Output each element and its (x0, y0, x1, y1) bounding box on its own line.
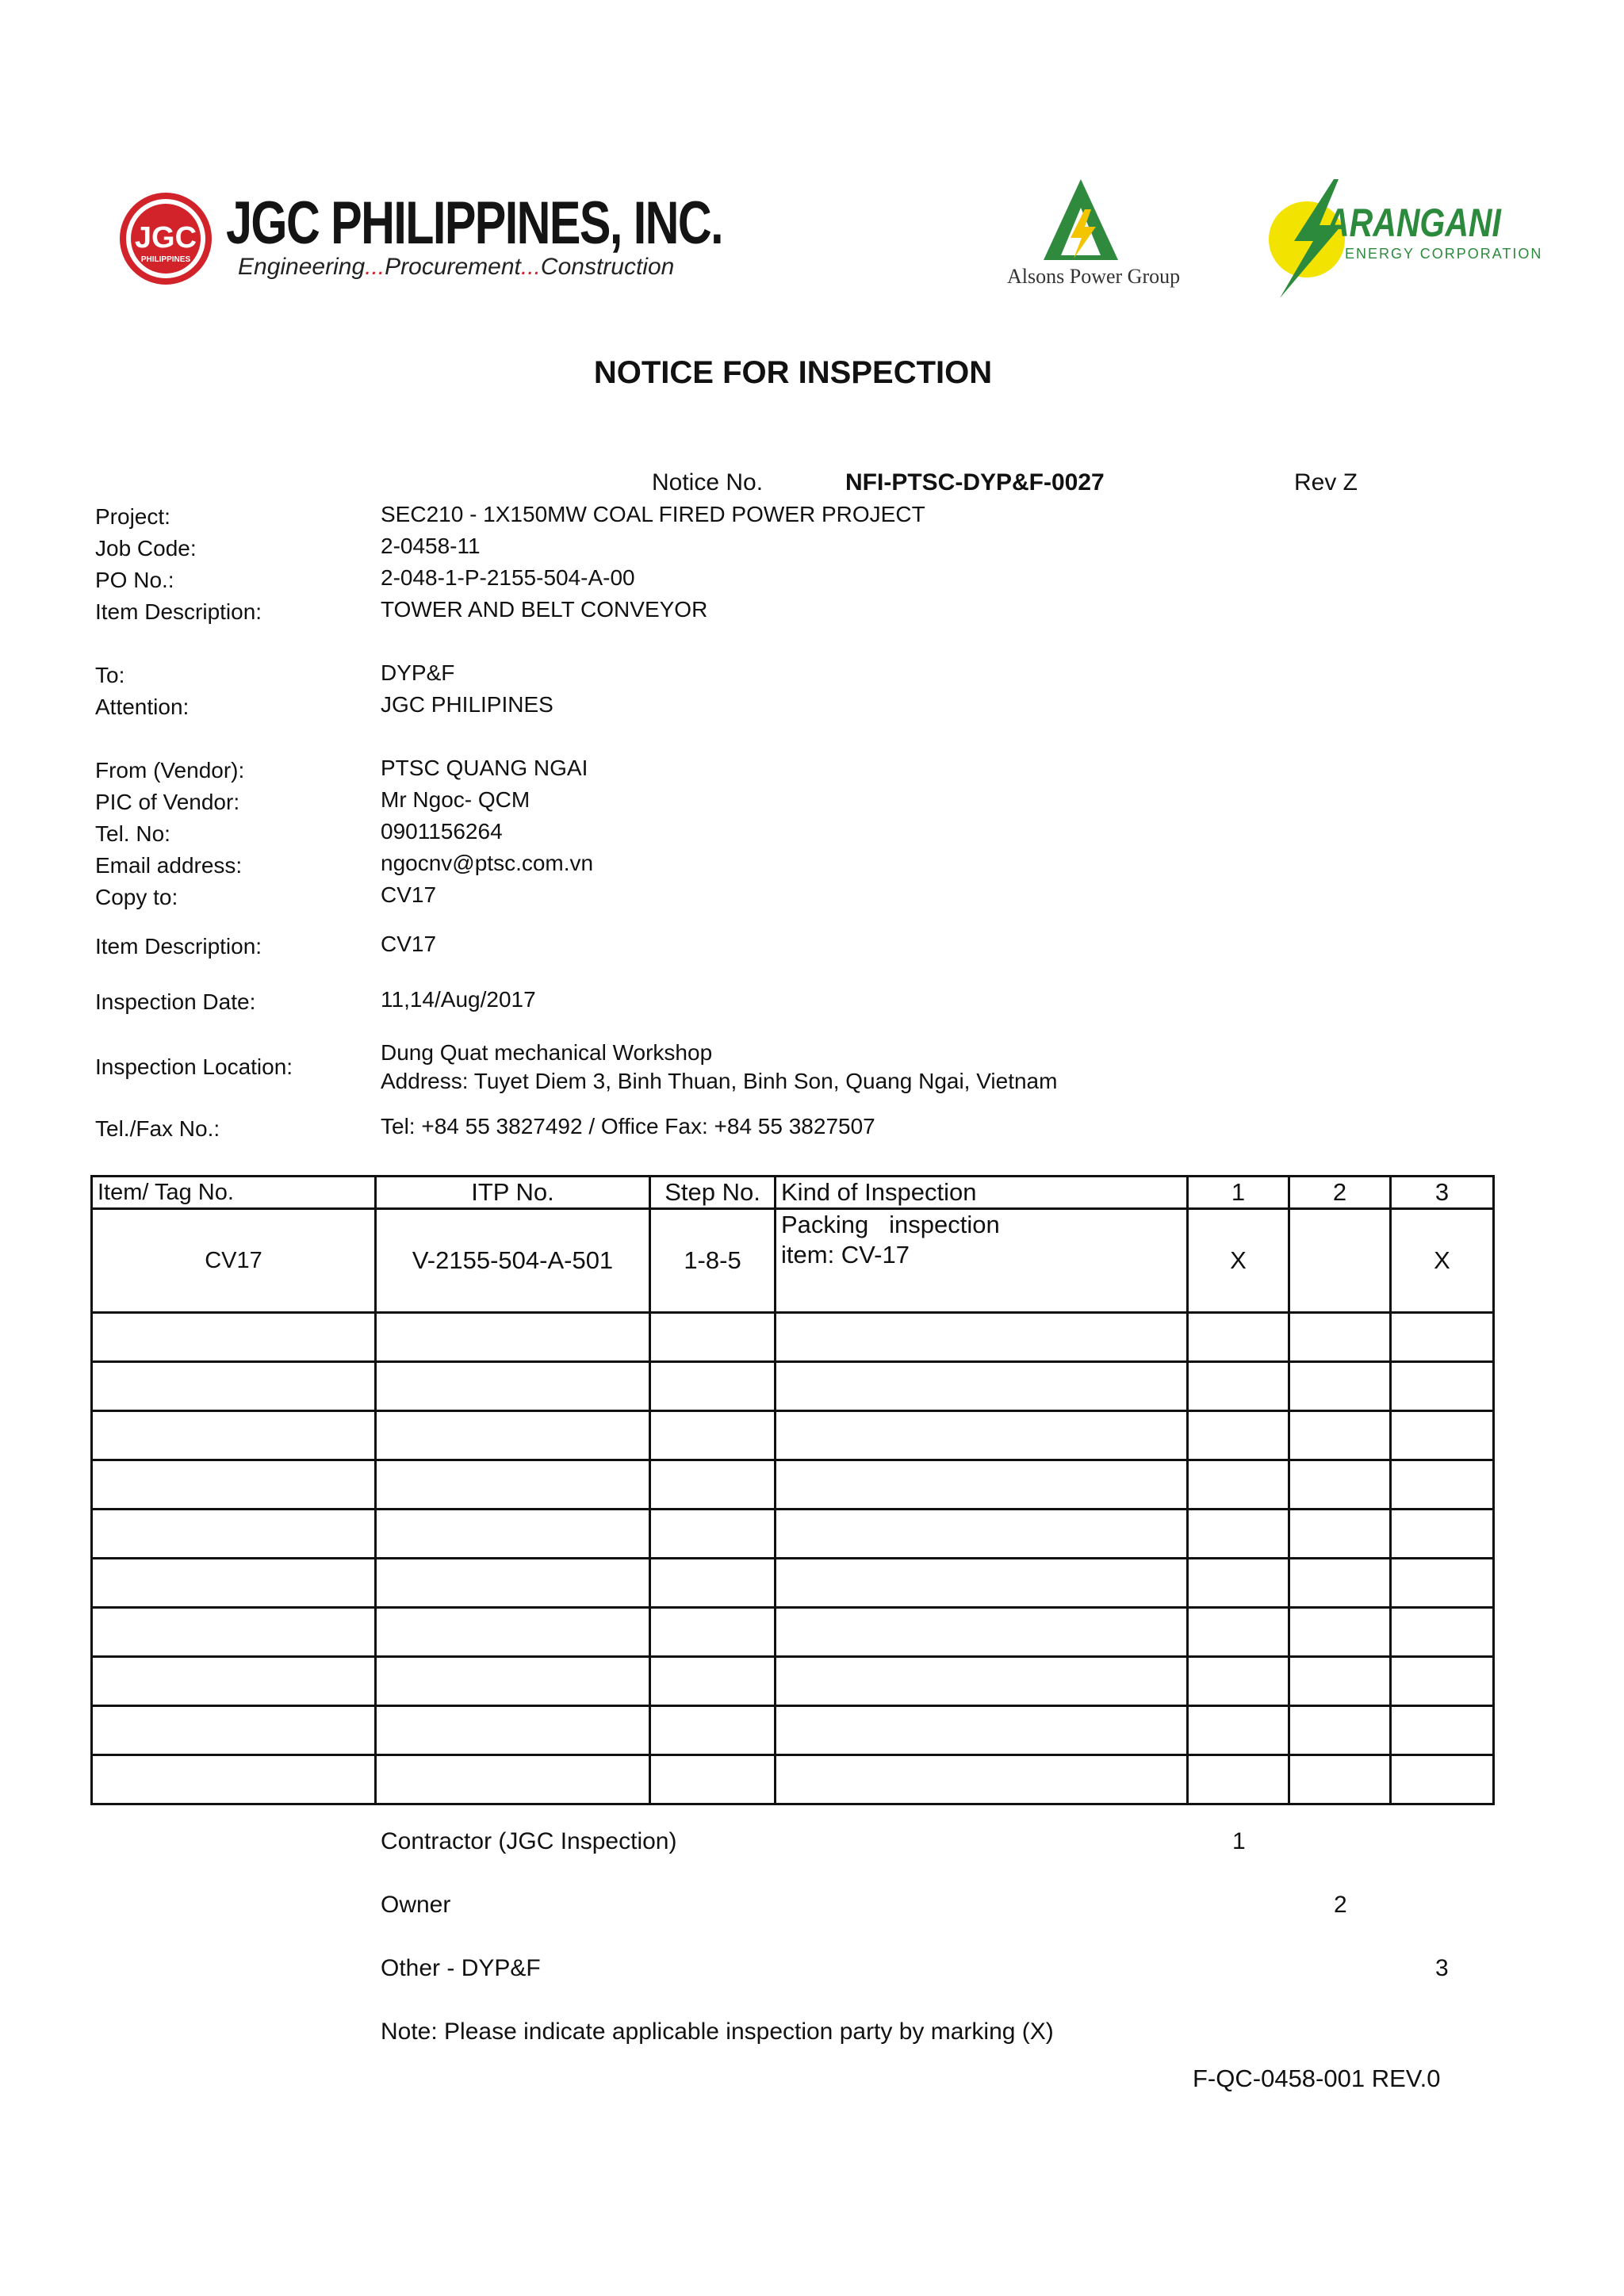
table-cell-empty (92, 1608, 376, 1657)
table-cell-empty (650, 1706, 776, 1755)
inspection-location-label: Inspection Location: (95, 1054, 293, 1079)
table-row-empty (92, 1559, 1494, 1608)
pic-vendor-label: PIC of Vendor: (95, 790, 240, 814)
table-cell-empty (92, 1657, 376, 1706)
table-cell-empty (1188, 1510, 1289, 1559)
po-no-value: 2-048-1-P-2155-504-A-00 (381, 565, 635, 590)
table-cell-empty (776, 1510, 1188, 1559)
table-cell-empty (376, 1657, 650, 1706)
table-cell-empty (1391, 1362, 1494, 1411)
tel-no-label: Tel. No: (95, 821, 170, 846)
table-cell-empty (650, 1657, 776, 1706)
table-header-row (92, 1177, 1494, 1209)
table-cell-empty (1391, 1608, 1494, 1657)
to-label: To: (95, 663, 125, 687)
table-cell-empty (776, 1608, 1188, 1657)
table-cell-empty (1391, 1559, 1494, 1608)
table-cell-empty (1289, 1313, 1391, 1362)
sarangani-logo-text: ARANGANI (1326, 201, 1501, 245)
job-code-value: 2-0458-11 (381, 534, 481, 558)
table-cell-empty (92, 1313, 376, 1362)
from-vendor-label: From (Vendor): (95, 758, 245, 783)
table-cell-empty (1289, 1706, 1391, 1755)
project-value: SEC210 - 1X150MW COAL FIRED POWER PROJECT (381, 502, 925, 526)
table-cell-empty (1289, 1657, 1391, 1706)
telfax-label: Tel./Fax No.: (95, 1116, 220, 1141)
inspection-date-label: Inspection Date: (95, 989, 256, 1014)
table-cell-empty (1289, 1411, 1391, 1460)
attention-value: JGC PHILIPINES (381, 692, 553, 717)
table-cell-empty (776, 1362, 1188, 1411)
table-cell-empty (376, 1411, 650, 1460)
table-cell-empty (1391, 1706, 1494, 1755)
table-row-empty (92, 1755, 1494, 1804)
table-cell-empty (776, 1657, 1188, 1706)
table-cell-empty (650, 1755, 776, 1804)
cell-step-no: 1-8-5 (650, 1209, 776, 1313)
header-party-2: 2 (1289, 1177, 1391, 1209)
cell-kind-of-inspection (776, 1209, 1188, 1313)
item-description-2-label: Item Description: (95, 934, 262, 959)
table-cell-empty (1289, 1608, 1391, 1657)
job-code-label: Job Code: (95, 536, 197, 561)
table-cell-empty (1391, 1411, 1494, 1460)
form-code: F-QC-0458-001 REV.0 (1193, 2064, 1441, 2092)
table-cell-empty (650, 1362, 776, 1411)
table-row-empty (92, 1608, 1494, 1657)
email-label: Email address: (95, 853, 243, 878)
table-cell-empty (1188, 1411, 1289, 1460)
cell-tag-no: CV17 (92, 1209, 376, 1313)
to-value: DYP&F (381, 660, 455, 685)
table-cell-empty (650, 1510, 776, 1559)
telfax-value: Tel: +84 55 3827492 / Office Fax: +84 55 3827507 (381, 1114, 875, 1138)
table-cell-empty (1188, 1706, 1289, 1755)
table-cell-empty (376, 1313, 650, 1362)
inspection-table (90, 1175, 1495, 1805)
table-cell-empty (376, 1362, 650, 1411)
jgc-badge-text: JGC (134, 221, 197, 254)
table-cell-empty (1289, 1559, 1391, 1608)
table-cell-empty (1391, 1313, 1494, 1362)
table-cell-empty (1188, 1559, 1289, 1608)
kind-line-1: Packing inspection (781, 1211, 1000, 1238)
project-label: Project: (95, 504, 170, 529)
header-party-1: 1 (1188, 1177, 1289, 1209)
jgc-badge-sub: PHILIPPINES (140, 255, 191, 264)
table-cell-empty (776, 1755, 1188, 1804)
table-row (92, 1209, 1494, 1313)
table-cell-empty (650, 1313, 776, 1362)
table-cell-empty (1188, 1755, 1289, 1804)
table-cell-empty (1391, 1657, 1494, 1706)
jgc-logo-badge (119, 182, 213, 295)
cell-party-1: X (1188, 1209, 1289, 1313)
copy-to-value: CV17 (381, 882, 437, 907)
table-cell-empty (92, 1411, 376, 1460)
table-cell-empty (92, 1706, 376, 1755)
alsons-logo-icon (1039, 176, 1123, 263)
table-cell-empty (1391, 1460, 1494, 1510)
table-row-empty (92, 1657, 1494, 1706)
table-row-empty (92, 1510, 1494, 1559)
alsons-logo-text: Alsons Power Group (1007, 265, 1181, 288)
revision: Rev Z (1294, 469, 1358, 496)
table-cell-empty (376, 1510, 650, 1559)
table-cell-empty (776, 1411, 1188, 1460)
table-cell-empty (650, 1608, 776, 1657)
table-cell-empty (650, 1411, 776, 1460)
header-party-3: 3 (1391, 1177, 1494, 1209)
table-row-empty (92, 1313, 1494, 1362)
legend-contractor-label: Contractor (JGC Inspection) (381, 1828, 677, 1854)
table-cell-empty (1188, 1313, 1289, 1362)
table-cell-empty (92, 1460, 376, 1510)
header-itp-no: ITP No. (376, 1177, 650, 1209)
table-cell-empty (650, 1460, 776, 1510)
cell-party-3: X (1391, 1209, 1494, 1313)
table-cell-empty (1289, 1362, 1391, 1411)
header-step-no: Step No. (650, 1177, 776, 1209)
po-no-label: PO No.: (95, 568, 174, 592)
table-cell-empty (92, 1755, 376, 1804)
copy-to-label: Copy to: (95, 885, 178, 909)
document-title: NOTICE FOR INSPECTION (593, 355, 993, 390)
table-cell-empty (92, 1362, 376, 1411)
jgc-tagline: Engineering...Procurement...Construction (238, 254, 675, 280)
table-cell-empty (376, 1608, 650, 1657)
header-kind-of-inspection: Kind of Inspection (776, 1177, 1188, 1209)
item-description-2-value: CV17 (381, 932, 437, 956)
legend-contractor-number: 1 (1232, 1828, 1246, 1854)
legend-other-label: Other - DYP&F (381, 1955, 541, 1981)
table-cell-empty (92, 1559, 376, 1608)
item-description-value: TOWER AND BELT CONVEYOR (381, 597, 708, 622)
notice-no-label: Notice No. (652, 469, 764, 496)
table-cell-empty (92, 1510, 376, 1559)
table-cell-empty (1188, 1460, 1289, 1510)
table-cell-empty (776, 1460, 1188, 1510)
table-cell-empty (776, 1559, 1188, 1608)
table-row-empty (92, 1411, 1494, 1460)
table-cell-empty (376, 1460, 650, 1510)
sarangani-logo-subtext: ENERGY CORPORATION (1345, 246, 1543, 262)
cell-itp-no: V-2155-504-A-501 (376, 1209, 650, 1313)
tel-no-value: 0901156264 (381, 819, 503, 844)
table-cell-empty (776, 1313, 1188, 1362)
kind-line-2: item: CV-17 (781, 1241, 910, 1269)
pic-vendor-value: Mr Ngoc- QCM (381, 787, 530, 812)
table-cell-empty (1188, 1657, 1289, 1706)
table-cell-empty (1289, 1510, 1391, 1559)
cell-party-2 (1289, 1209, 1391, 1313)
table-cell-empty (650, 1559, 776, 1608)
table-cell-empty (376, 1755, 650, 1804)
table-cell-empty (1188, 1362, 1289, 1411)
notice-no-value: NFI-PTSC-DYP&F-0027 (845, 469, 1105, 496)
table-row-empty (92, 1706, 1494, 1755)
table-cell-empty (1289, 1460, 1391, 1510)
table-cell-empty (376, 1706, 650, 1755)
legend-note: Note: Please indicate applicable inspection party by marking (X) (381, 2019, 1054, 2045)
email-value: ngocnv@ptsc.com.vn (381, 851, 594, 875)
header-tag-no: Item/ Tag No. (92, 1177, 376, 1209)
table-cell-empty (1391, 1755, 1494, 1804)
legend-owner-label: Owner (381, 1892, 451, 1918)
table-cell-empty (776, 1706, 1188, 1755)
table-cell-empty (1289, 1755, 1391, 1804)
table-row-empty (92, 1362, 1494, 1411)
table-row-empty (92, 1460, 1494, 1510)
item-description-label: Item Description: (95, 599, 262, 624)
from-vendor-value: PTSC QUANG NGAI (381, 756, 588, 780)
legend-other-number: 3 (1435, 1955, 1449, 1981)
table-cell-empty (1391, 1510, 1494, 1559)
jgc-company-name: JGC PHILIPPINES, INC. (226, 189, 723, 257)
inspection-location-line1: Dung Quat mechanical Workshop (381, 1040, 713, 1065)
legend-owner-number: 2 (1334, 1892, 1347, 1918)
table-cell-empty (376, 1559, 650, 1608)
inspection-location-line2: Address: Tuyet Diem 3, Binh Thuan, Binh Son, Quang Ngai, Vietnam (381, 1069, 1058, 1093)
attention-label: Attention: (95, 695, 190, 719)
inspection-date-value: 11,14/Aug/2017 (381, 987, 536, 1012)
table-cell-empty (1188, 1608, 1289, 1657)
